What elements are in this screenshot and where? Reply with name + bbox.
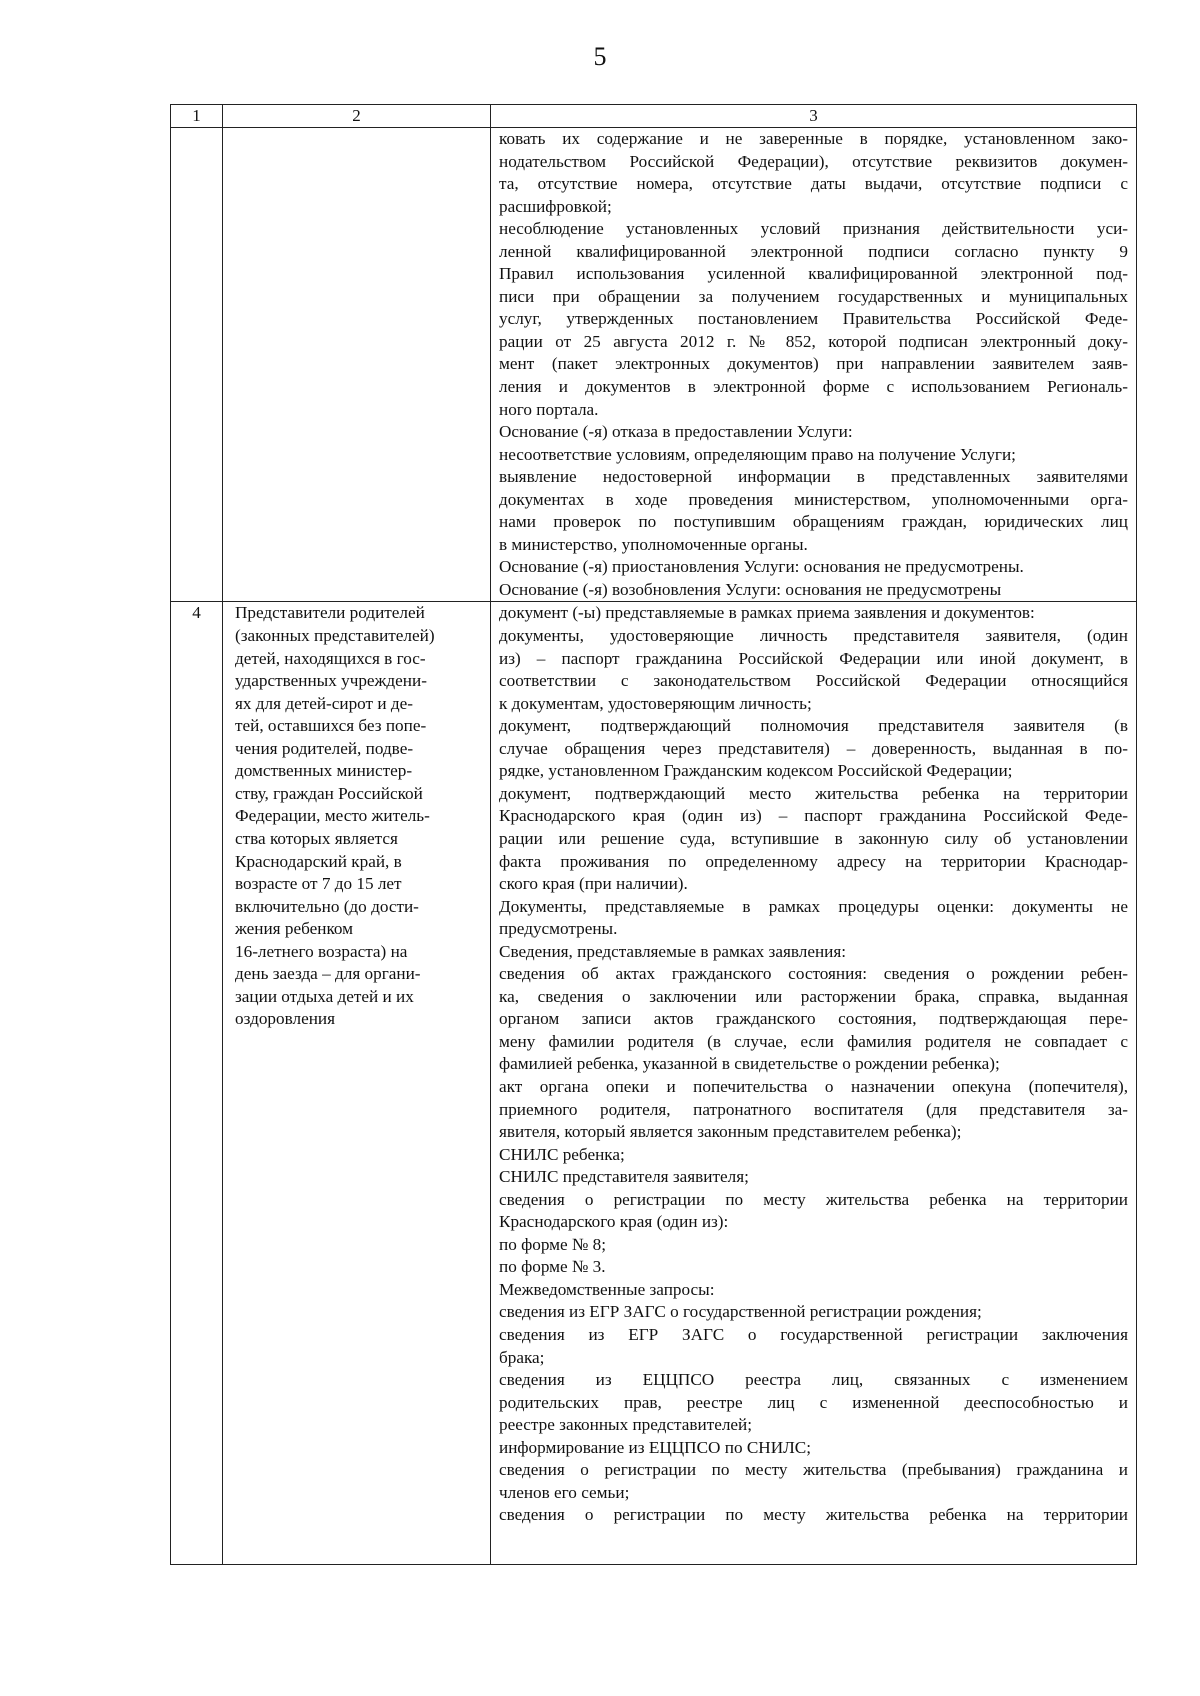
text-line: нами проверок по поступившим обращениям граждан, юридических лиц (499, 512, 1128, 532)
text-line: органом записи актов гражданского состояния, подтверждающая пере- (499, 1009, 1128, 1029)
text-line: Федерации, место житель- (235, 806, 430, 826)
text-line: СНИЛС ребенка; (499, 1144, 625, 1164)
text-line: приемного родителя, патронатного воспитателя (для представителя за- (499, 1099, 1128, 1119)
text-line: расшифровкой; (499, 196, 612, 216)
text-line: ления и документов в электронной форме с использованием Региональ- (499, 377, 1128, 397)
text-line: сведения об актах гражданского состояния: сведения о рождении ребен- (499, 964, 1128, 984)
header-col-3: 3 (491, 105, 1137, 128)
text-line: членов его семьи; (499, 1482, 630, 1502)
text-line: мент (пакет электронных документов) при направлении заявителем заяв- (499, 354, 1128, 374)
header-col-2: 2 (223, 105, 491, 128)
text-line: домственных министер- (235, 761, 413, 781)
text-line: несоответствие условиям, определяющим право на получение Услуги; (499, 444, 1016, 464)
page-number: 5 (593, 42, 607, 71)
text-line: детей, находящихся в гос- (235, 648, 426, 668)
table-row-continuation (171, 128, 1137, 602)
text-line: к документам, удостоверяющим личность; (499, 693, 812, 713)
text-line: случае обращения через представителя) – доверенность, выданная в по- (499, 738, 1128, 758)
text-line: ковать их содержание и не заверенные в порядке, установленном зако- (499, 129, 1128, 148)
text-line: сведения из ЕЦЦПСО реестра лиц, связанных с изменением (499, 1370, 1128, 1390)
documents-text-cell (491, 602, 1137, 1565)
text-line: тей, оставшихся без попе- (235, 716, 427, 736)
text-line: документы, удостоверяющие личность представителя заявителя, (один (499, 626, 1128, 646)
table-header-row (171, 105, 1137, 128)
text-line: писи при обращении за получением государственных и муниципальных (499, 286, 1128, 306)
text-line: по форме № 3. (499, 1257, 606, 1277)
text-line: Основание (-я) приостановления Услуги: основания не предусмотрены. (499, 557, 1024, 577)
text-line: документах в ходе проведения министерством, уполномоченными орга- (499, 489, 1128, 509)
text-line: Краснодарский край, в (235, 851, 402, 871)
text-line: сведения о регистрации по месту жительства (пребывания) гражданина и (499, 1460, 1128, 1480)
row-number-cell (171, 128, 223, 602)
text-line: Правил использования усиленной квалифицированной электронной под- (499, 264, 1128, 284)
text-line: услуг, утвержденных постановлением Правительства Российской Феде- (499, 309, 1128, 329)
text-line: ударственных учреждени- (235, 671, 427, 691)
text-line: Основание (-я) отказа в предоставлении Услуги: (499, 422, 853, 442)
text-line: ного портала. (499, 399, 599, 419)
text-line: СНИЛС представителя заявителя; (499, 1167, 749, 1187)
applicant-category-cell (223, 602, 491, 1565)
text-line: Представители родителей (235, 603, 425, 623)
text-line: брака; (499, 1347, 545, 1367)
text-line: фамилией ребенка, указанной в свидетельстве о рождении ребенка); (499, 1054, 1000, 1074)
text-line: ленной квалифицированной электронной подписи согласно пункту 9 (499, 241, 1128, 261)
text-line: сведения из ЕГР ЗАГС о государственной регистрации рождения; (499, 1302, 982, 1322)
text-line: та, отсутствие номера, отсутствие даты выдачи, отсутствие подписи с (499, 174, 1128, 194)
text-line: документ, подтверждающий полномочия представителя заявителя (в (499, 716, 1128, 736)
text-line: документ, подтверждающий место жительства ребенка на территории (499, 783, 1128, 803)
text-line: соответствии с законодательством Российской Федерации относящийся (499, 671, 1128, 691)
text-line: несоблюдение установленных условий признания действительности уси- (499, 219, 1128, 239)
text-line: Основание (-я) возобновления Услуги: основания не предусмотрены (499, 579, 1002, 599)
text-line: жения ребенком (235, 919, 354, 939)
text-line: ству, граждан Российской (235, 783, 423, 803)
text-line: ского края (при наличии). (499, 874, 688, 894)
text-line: предусмотрены. (499, 919, 618, 939)
text-line: Сведения, представляемые в рамках заявления: (499, 941, 847, 961)
text-line: ства которых является (235, 828, 398, 848)
text-line: сведения из ЕГР ЗАГС о государственной регистрации заключения (499, 1324, 1128, 1344)
text-line: информирование из ЕЦЦПСО по СНИЛС; (499, 1437, 812, 1457)
text-line: (законных представителей) (235, 626, 435, 646)
services-table (170, 104, 1137, 1565)
text-line: Документы, представляемые в рамках процедуры оценки: документы не (499, 896, 1128, 916)
text-line: Краснодарского края (один из): (499, 1212, 729, 1232)
text-line: сведения о регистрации по месту жительства ребенка на территории (499, 1189, 1128, 1209)
table-row-4 (171, 602, 1137, 1565)
text-line: день заезда – для органи- (235, 964, 421, 984)
text-line: явителя, который является законным представителем ребенка); (499, 1122, 962, 1142)
grounds-text-cell (491, 128, 1137, 602)
text-line: Краснодарского края (один из) – паспорт гражданина Российской Феде- (499, 806, 1128, 826)
text-line: чения родителей, подве- (235, 738, 414, 758)
text-line: включительно (до дости- (235, 896, 419, 916)
text-line: зации отдыха детей и их (235, 986, 414, 1006)
applicant-category-cell (223, 128, 491, 602)
text-line: родительских прав, реестре лиц с измененной дееспособностью и (499, 1392, 1128, 1412)
text-line: из) – паспорт гражданина Российской Федерации или иной документ, в (499, 648, 1128, 668)
text-line: выявление недостоверной информации в представленных заявителями (499, 467, 1128, 487)
text-line: ях для детей-сирот и де- (235, 693, 413, 713)
header-col-1: 1 (171, 105, 223, 128)
text-line: мену фамилии родителя (в случае, если фамилия родителя не совпадает с (499, 1031, 1128, 1051)
text-line: факта проживания по определенному адресу на территории Краснодар- (499, 851, 1128, 871)
text-line: оздоровления (235, 1009, 335, 1029)
text-line: рядке, установленном Гражданским кодексом Российской Федерации; (499, 761, 1013, 781)
text-line: в министерство, уполномоченные органы. (499, 534, 808, 554)
text-line: рации или решение суда, вступившие в законную силу об установлении (499, 828, 1128, 848)
text-line: Межведомственные запросы: (499, 1279, 715, 1299)
text-line: нодательством Российской Федерации), отсутствие реквизитов докумен- (499, 151, 1128, 171)
text-line: рации от 25 августа 2012 г. № 852, которой подписан электронный доку- (499, 331, 1128, 351)
text-line: реестре законных представителей; (499, 1415, 753, 1435)
text-line: документ (-ы) представляемые в рамках приема заявления и документов: (499, 603, 1035, 623)
text-line: ка, сведения о заключении или расторжении брака, справка, выданная (499, 986, 1128, 1006)
text-line: акт органа опеки и попечительства о назначении опекуна (попечителя), (499, 1076, 1128, 1096)
row-number-cell: 4 (171, 602, 223, 1565)
text-line: 16-летнего возраста) на (235, 941, 408, 961)
text-line: возрасте от 7 до 15 лет (235, 874, 402, 894)
text-line: сведения о регистрации по месту жительства ребенка на территории (499, 1505, 1128, 1525)
text-line: по форме № 8; (499, 1234, 607, 1254)
